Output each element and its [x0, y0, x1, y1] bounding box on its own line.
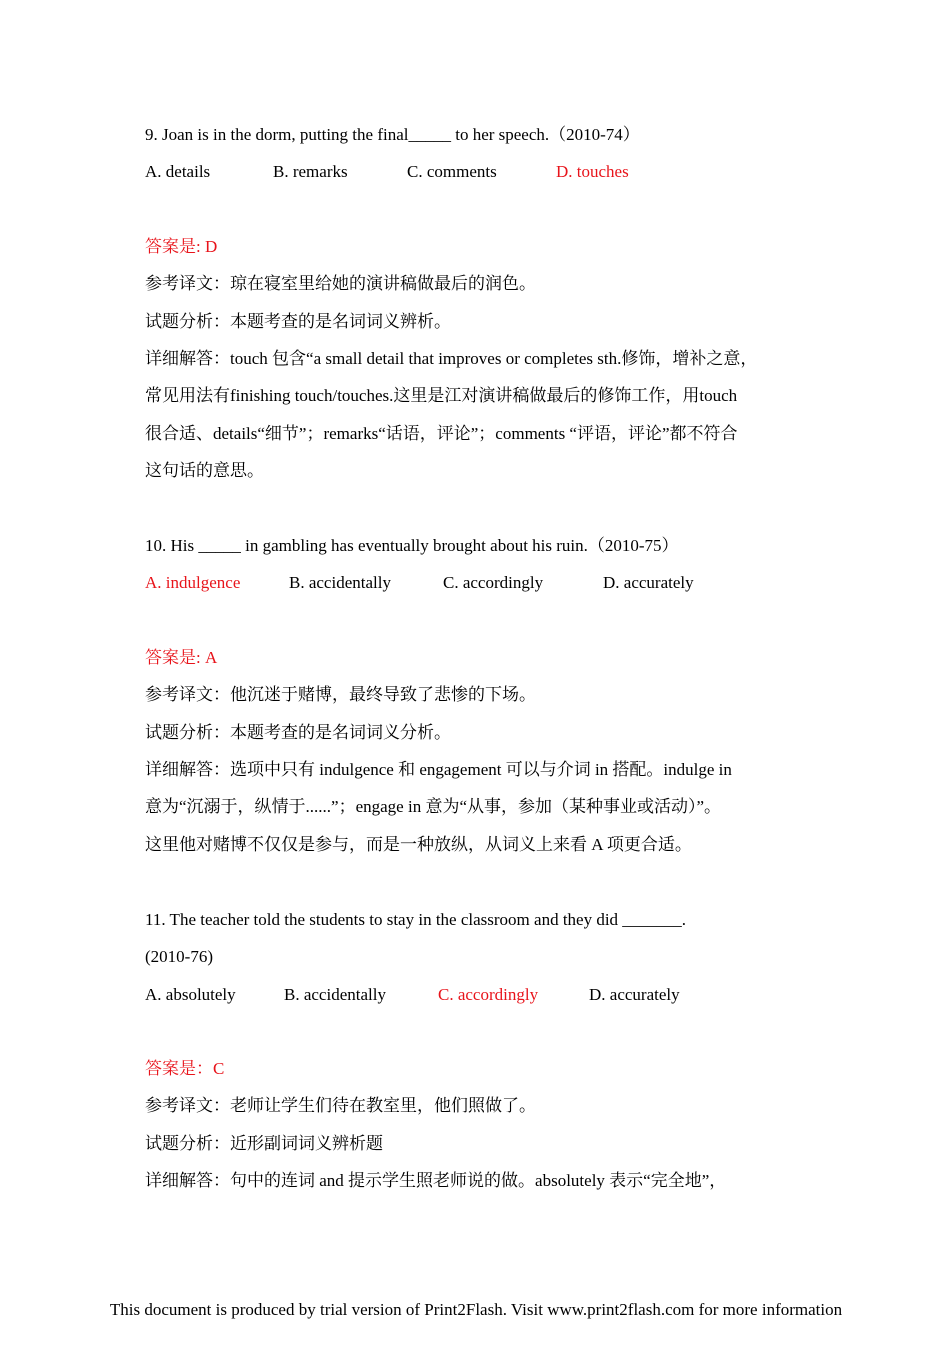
- question-9-explanation-line: 详细解答：touch 包含“a small detail that improves or completes sth.修饰，增补之意，: [145, 349, 758, 368]
- q10-option-b: B. accidentally: [289, 573, 391, 592]
- q11-option-a: A. absolutely: [145, 985, 236, 1004]
- question-9-explanation-line: 这句话的意思。: [145, 461, 264, 480]
- q9-option-c: C. comments: [407, 162, 497, 181]
- question-9-explanation-line: 很合适、details“细节”；remarks“话语，评论”；comments “评语，评论”都不符合: [145, 424, 738, 443]
- q10-option-c: C. accordingly: [443, 573, 544, 592]
- question-10-stem: 10. His _____ in gambling has eventually brought about his ruin.（2010-75）: [145, 536, 679, 555]
- q11-option-d: D. accurately: [589, 985, 680, 1004]
- question-11-answer: 答案是：C: [145, 1059, 225, 1078]
- q10-option-d: D. accurately: [603, 573, 694, 592]
- question-11-translation: 参考译文：老师让学生们待在教室里，他们照做了。: [145, 1096, 536, 1115]
- question-10-answer: 答案是: A: [145, 648, 218, 667]
- question-10-explanation-line: 意为“沉溺于，纵情于......”；engage in 意为“从事，参加（某种事业或活动）”。: [145, 797, 722, 816]
- question-11-stem: 11. The teacher told the students to stay in the classroom and they did _______.: [145, 910, 687, 929]
- q11-option-c-correct: C. accordingly: [438, 985, 539, 1004]
- question-11-stem-year: (2010-76): [145, 947, 213, 966]
- question-9-explanation-line: 常见用法有finishing touch/touches.这里是江对演讲稿做最后的修饰工作，用touch: [145, 386, 738, 405]
- question-11-explanation-line: 详细解答：句中的连词 and 提示学生照老师说的做。absolutely 表示“完全地”，: [145, 1171, 727, 1190]
- question-10-explanation-line: 这里他对赌博不仅仅是参与，而是一种放纵，从词义上来看 A 项更合适。: [145, 835, 692, 854]
- question-9-analysis: 试题分析：本题考查的是名词词义辨析。: [145, 312, 451, 331]
- question-10-translation: 参考译文：他沉迷于赌博，最终导致了悲惨的下场。: [145, 685, 536, 704]
- question-9-answer: 答案是: D: [145, 237, 218, 256]
- question-9-stem: 9. Joan is in the dorm, putting the final_____ to her speech.（2010-74）: [145, 125, 640, 144]
- q10-option-a-correct: A. indulgence: [145, 573, 241, 592]
- question-9-translation: 参考译文：琼在寝室里给她的演讲稿做最后的润色。: [145, 274, 536, 293]
- question-9-options: [145, 161, 845, 183]
- q9-option-b: B. remarks: [273, 162, 348, 181]
- question-10-explanation-line: 详细解答：选项中只有 indulgence 和 engagement 可以与介词 in 搭配。indulge in: [145, 760, 732, 779]
- trial-watermark-footer: This document is produced by trial version of Print2Flash. Visit www.print2flash.com for more information: [109, 1300, 843, 1319]
- question-11-options: [145, 984, 845, 1006]
- question-10-options: [145, 572, 845, 594]
- question-11-analysis: 试题分析：近形副词词义辨析题: [145, 1134, 383, 1153]
- q11-option-b: B. accidentally: [284, 985, 386, 1004]
- question-10-analysis: 试题分析：本题考查的是名词词义分析。: [145, 723, 451, 742]
- q9-option-d-correct: D. touches: [556, 162, 629, 181]
- q9-option-a: A. details: [145, 162, 211, 181]
